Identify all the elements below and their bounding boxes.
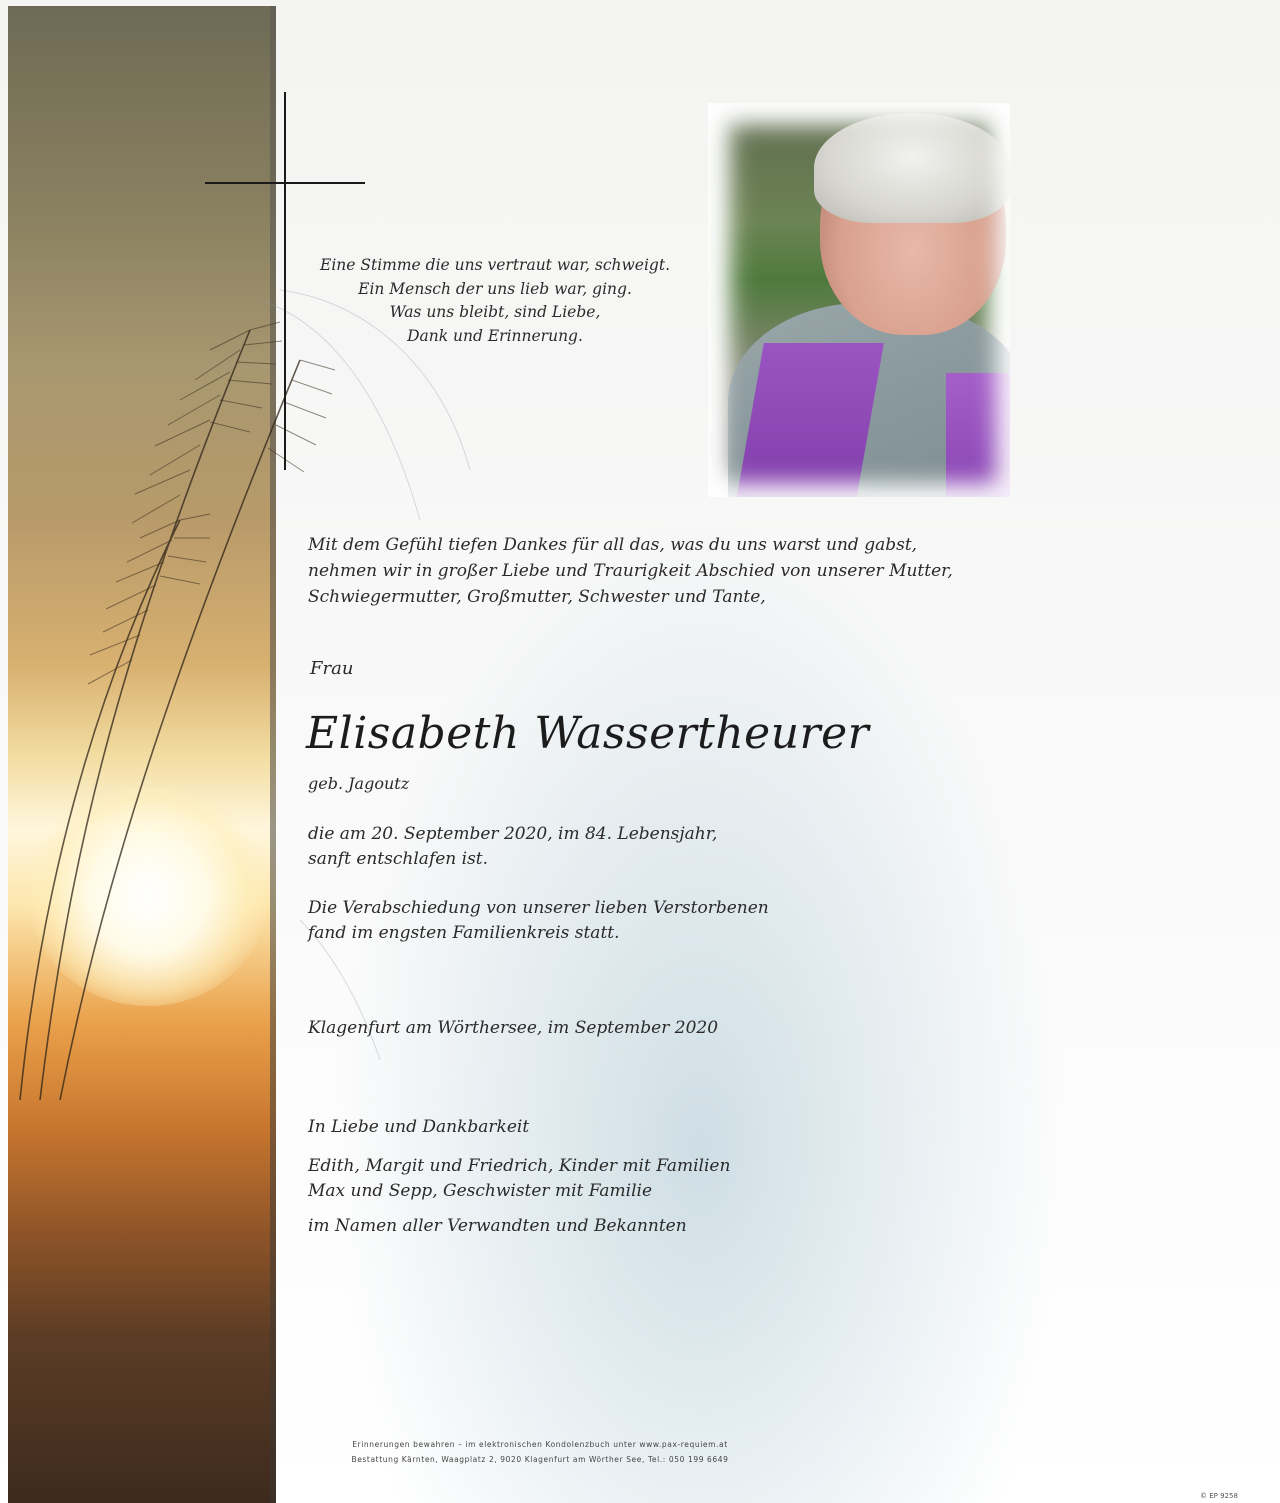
- farewell-line: Die Verabschiedung von unserer lieben Verstorbenen: [308, 898, 769, 918]
- print-code: © EP 9258: [1200, 1492, 1238, 1500]
- mourners-closing: im Namen aller Verwandten und Bekannten: [308, 1216, 687, 1236]
- cross-horizontal-bar: [205, 182, 365, 184]
- portrait-vignette: [708, 103, 1010, 497]
- intro-line: Schwiegermutter, Großmutter, Schwester und Tante,: [308, 587, 766, 607]
- verse-line: Ein Mensch der uns lieb war, ging.: [358, 279, 632, 298]
- intro-line: nehmen wir in großer Liebe und Traurigkeit Abschied von unserer Mutter,: [308, 561, 953, 581]
- mourner-line: Edith, Margit und Friedrich, Kinder mit Familien: [308, 1156, 731, 1176]
- farewell-line: fand im engsten Familienkreis statt.: [308, 923, 620, 943]
- farewell-notice: [308, 896, 769, 946]
- verse-line: Was uns bleibt, sind Liebe,: [389, 303, 601, 321]
- cross-vertical-bar: [284, 92, 286, 470]
- sun-glow: [28, 786, 268, 1006]
- place-and-date: Klagenfurt am Wörthersee, im September 2020: [308, 1018, 719, 1038]
- verse-line: Eine Stimme die uns vertraut war, schweigt.: [320, 256, 670, 274]
- mourners-family: [308, 1154, 730, 1204]
- death-notice: [308, 822, 717, 872]
- photo-edge-divider: [270, 6, 276, 1503]
- mourners-intro: In Liebe und Dankbarkeit: [308, 1117, 530, 1137]
- footer-condolence-link[interactable]: Erinnerungen bewahren – im elektronischen Kondolenzbuch unter www.pax-requiem.at: [352, 1440, 728, 1449]
- death-notice-line: sanft entschlafen ist.: [308, 849, 489, 869]
- maiden-name: geb. Jagoutz: [308, 774, 410, 793]
- deceased-name: Elisabeth Wassertheurer: [306, 708, 870, 759]
- intro-text: [308, 532, 953, 610]
- sunset-grass-photo: [8, 6, 276, 1503]
- footer-funeral-home: Bestattung Kärnten, Waagplatz 2, 9020 Klagenfurt am Wörther See, Tel.: 050 199 6649: [351, 1455, 729, 1464]
- mourner-line: Max und Sepp, Geschwister mit Familie: [308, 1181, 653, 1201]
- salutation: Frau: [310, 658, 354, 679]
- verse-line: Dank und Erinnerung.: [407, 326, 583, 345]
- memorial-verse: [300, 254, 690, 348]
- deceased-portrait-photo: [708, 103, 1010, 497]
- death-notice-line: die am 20. September 2020, im 84. Lebensjahr,: [308, 824, 718, 844]
- intro-line: Mit dem Gefühl tiefen Dankes für all das, was du uns warst und gabst,: [308, 535, 918, 555]
